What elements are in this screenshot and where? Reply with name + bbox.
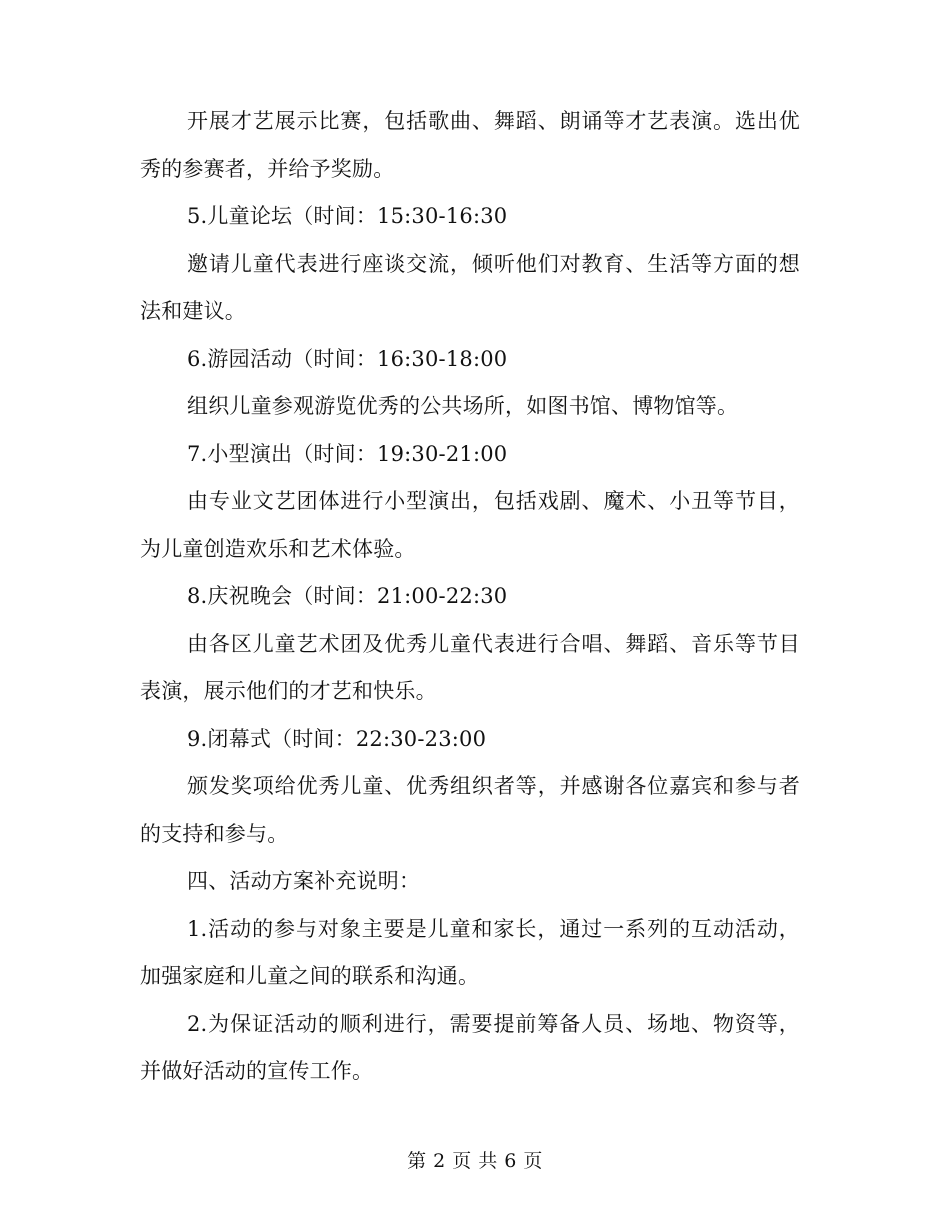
heading-children-forum: 5.儿童论坛（时间：15:30-16:30 — [187, 204, 508, 228]
heading-garden-tour: 6.游园活动（时间：16:30-18:00 — [187, 346, 508, 371]
paragraph-children-forum: 邀请儿童代表进行座谈交流，倾听他们对教育、生活等方面的想法和建议。 — [140, 251, 800, 323]
heading-closing-ceremony: 9.闭幕式（时间：22:30-23:00 — [187, 726, 487, 751]
paragraph-closing-ceremony: 颁发奖项给优秀儿童、优秀组织者等，并感谢各位嘉宾和参与者的支持和参与。 — [140, 774, 800, 846]
heading-small-performance: 7.小型演出（时间：19:30-21:00 — [187, 441, 508, 466]
document-body — [140, 98, 800, 1096]
paragraph-supplement-1: 1.活动的参与对象主要是儿童和家长，通过一系列的互动活动，加强家庭和儿童之间的联系和沟通。 — [140, 916, 800, 988]
page-number-footer: 第 2 页 共 6 页 — [407, 1150, 543, 1172]
heading-celebration-party: 8.庆祝晚会（时间：21:00-22:30 — [187, 584, 508, 608]
paragraph-celebration-party: 由各区儿童艺术团及优秀儿童代表进行合唱、舞蹈、音乐等节目表演，展示他们的才艺和快乐。 — [140, 631, 800, 703]
paragraph-talent-show: 开展才艺展示比赛，包括歌曲、舞蹈、朗诵等才艺表演。选出优秀的参赛者，并给予奖励。 — [140, 109, 800, 181]
paragraph-garden-tour: 组织儿童参观游览优秀的公共场所，如图书馆、博物馆等。 — [187, 394, 739, 418]
section-heading-supplement: 四、活动方案补充说明： — [187, 869, 421, 893]
paragraph-supplement-2: 2.为保证活动的顺利进行，需要提前筹备人员、场地、物资等，并做好活动的宣传工作。 — [140, 1011, 800, 1083]
paragraph-small-performance: 由专业文艺团体进行小型演出，包括戏剧、魔术、小丑等节目，为儿童创造欢乐和艺术体验。 — [140, 489, 800, 561]
